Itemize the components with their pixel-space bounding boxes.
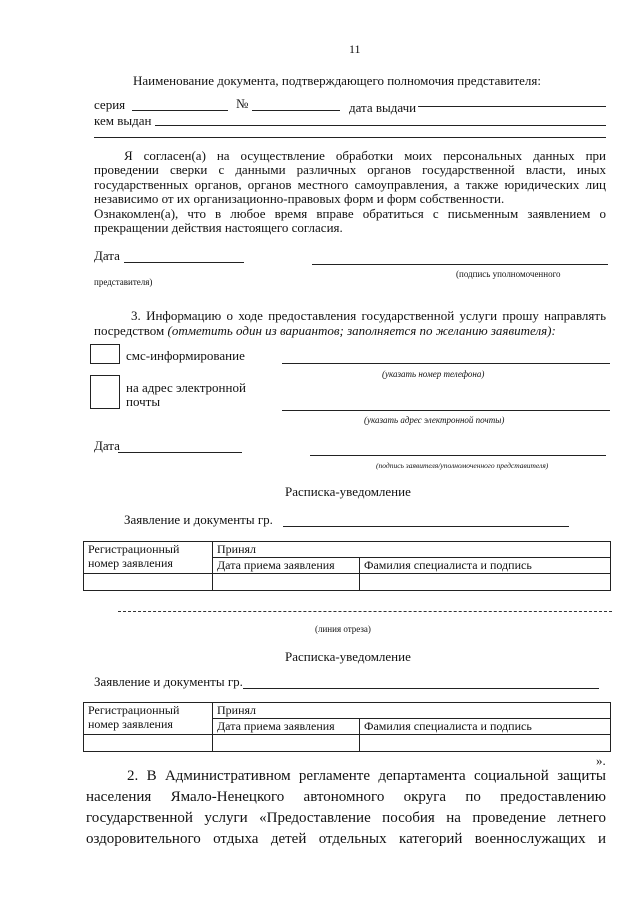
notification-date-label: Дата xyxy=(94,438,120,453)
receipt-2-reg-number-header xyxy=(84,703,213,735)
notification-line-1: 3. Информацию о ходе предоставления государственной услуги прошу направлять xyxy=(131,308,606,323)
notification-signature-caption: (подпись заявителя/уполномоченного представителя) xyxy=(376,461,549,470)
representative-doc-heading: Наименование документа, подтверждающего полномочия представителя: xyxy=(133,73,541,88)
page-number: 11 xyxy=(349,42,361,56)
receipt-1-table xyxy=(83,541,611,591)
receipt-1-name-cell[interactable] xyxy=(360,574,611,591)
receipt-2-date-cell[interactable] xyxy=(213,735,360,752)
informed-line-1: Ознакомлен(а), что в любое время вправе обратиться с письменным заявлением о xyxy=(94,206,606,221)
receipt-2-name-cell[interactable] xyxy=(360,735,611,752)
number-field[interactable] xyxy=(252,110,340,111)
consent-line-1: Я согласен(а) на осуществление обработки моих персональных данных при xyxy=(124,148,606,163)
consent-line-3: государственных органов, органов местного самоуправления, а также юридических лиц xyxy=(94,177,606,192)
receipt-1-docs-label: Заявление и документы гр. xyxy=(124,512,273,527)
issued-by-field[interactable] xyxy=(155,125,606,126)
receipt-2-table xyxy=(83,702,611,752)
sms-checkbox[interactable] xyxy=(90,344,120,364)
receipt-1-reg-number-cell[interactable] xyxy=(84,574,213,591)
amendment-line-2: населения Ямало-Ненецкого автономного округа по предоставлению xyxy=(86,789,606,805)
series-field[interactable] xyxy=(132,110,228,111)
consent-signature-caption-right: (подпись уполномоченного xyxy=(456,269,561,279)
receipt-2-title: Расписка-уведомление xyxy=(285,649,411,664)
amendment-line-1: 2. В Административном регламенте департамента социальной защиты xyxy=(127,768,606,784)
receipt-1-reg-header-line-2: номер заявления xyxy=(88,556,173,570)
closing-quote: ». xyxy=(596,753,606,768)
notification-line-2-italic: (отметить один из вариантов; заполняется по желанию заявителя): xyxy=(167,323,556,338)
series-label: серия xyxy=(94,97,126,112)
sms-label: смс-информирование xyxy=(126,348,245,363)
notification-line-2-plain: посредством xyxy=(94,323,168,338)
amendment-line-4: оздоровительного отдыха детей отдельных категорий военнослужащих и xyxy=(86,831,606,847)
receipt-2-accepted-header: Принял xyxy=(213,703,611,719)
receipt-1-accepted-header: Принял xyxy=(213,542,611,558)
email-caption: (указать адрес электронной почты) xyxy=(364,415,505,425)
issue-date-field[interactable] xyxy=(418,106,606,107)
issue-date-label: дата выдачи xyxy=(349,100,417,115)
receipt-1-reg-header-line-1: Регистрационный xyxy=(88,542,180,556)
consent-signature-field[interactable] xyxy=(312,264,608,265)
amendment-line-3: государственной услуги «Предоставление пособия на проведение летнего xyxy=(86,810,606,826)
receipt-1-reg-number-header xyxy=(84,542,213,574)
receipt-2-reg-header-line-2: номер заявления xyxy=(88,717,173,731)
email-checkbox[interactable] xyxy=(90,375,120,409)
consent-date-field[interactable] xyxy=(124,262,244,263)
email-label-line-1: на адрес электронной xyxy=(126,380,246,395)
notification-signature-field[interactable] xyxy=(310,455,606,456)
receipt-1-date-cell[interactable] xyxy=(213,574,360,591)
receipt-2-applicant-field[interactable] xyxy=(243,688,599,689)
consent-date-label: Дата xyxy=(94,248,120,263)
consent-signature-caption-left: представителя) xyxy=(94,277,153,287)
informed-line-2: прекращении действия настоящего согласия. xyxy=(94,220,343,235)
phone-caption: (указать номер телефона) xyxy=(382,369,485,379)
receipt-1-name-header: Фамилия специалиста и подпись xyxy=(360,558,611,574)
cut-line xyxy=(118,611,612,612)
receipt-1-date-header: Дата приема заявления xyxy=(213,558,360,574)
notification-line-2 xyxy=(94,323,556,339)
receipt-2-docs-label: Заявление и документы гр. xyxy=(94,674,243,689)
consent-line-2: проведении сверки с данными различных органов государственной власти, иных xyxy=(94,162,606,177)
issued-by-label: кем выдан xyxy=(94,113,152,128)
cut-line-caption: (линия отреза) xyxy=(315,624,371,634)
receipt-1-applicant-field[interactable] xyxy=(283,526,569,527)
receipt-2-reg-header-line-1: Регистрационный xyxy=(88,703,180,717)
receipt-1-title: Расписка-уведомление xyxy=(285,484,411,499)
notification-date-field[interactable] xyxy=(118,452,242,453)
phone-field[interactable] xyxy=(282,363,610,364)
email-label-line-2: почты xyxy=(126,394,161,409)
receipt-2-name-header: Фамилия специалиста и подпись xyxy=(360,719,611,735)
issued-by-field-continuation[interactable] xyxy=(94,137,606,138)
receipt-2-date-header: Дата приема заявления xyxy=(213,719,360,735)
consent-line-4: независимо от их организационно-правовых форм и форм собственности. xyxy=(94,191,505,206)
email-field[interactable] xyxy=(282,410,610,411)
receipt-2-reg-number-cell[interactable] xyxy=(84,735,213,752)
number-label: № xyxy=(236,96,249,111)
